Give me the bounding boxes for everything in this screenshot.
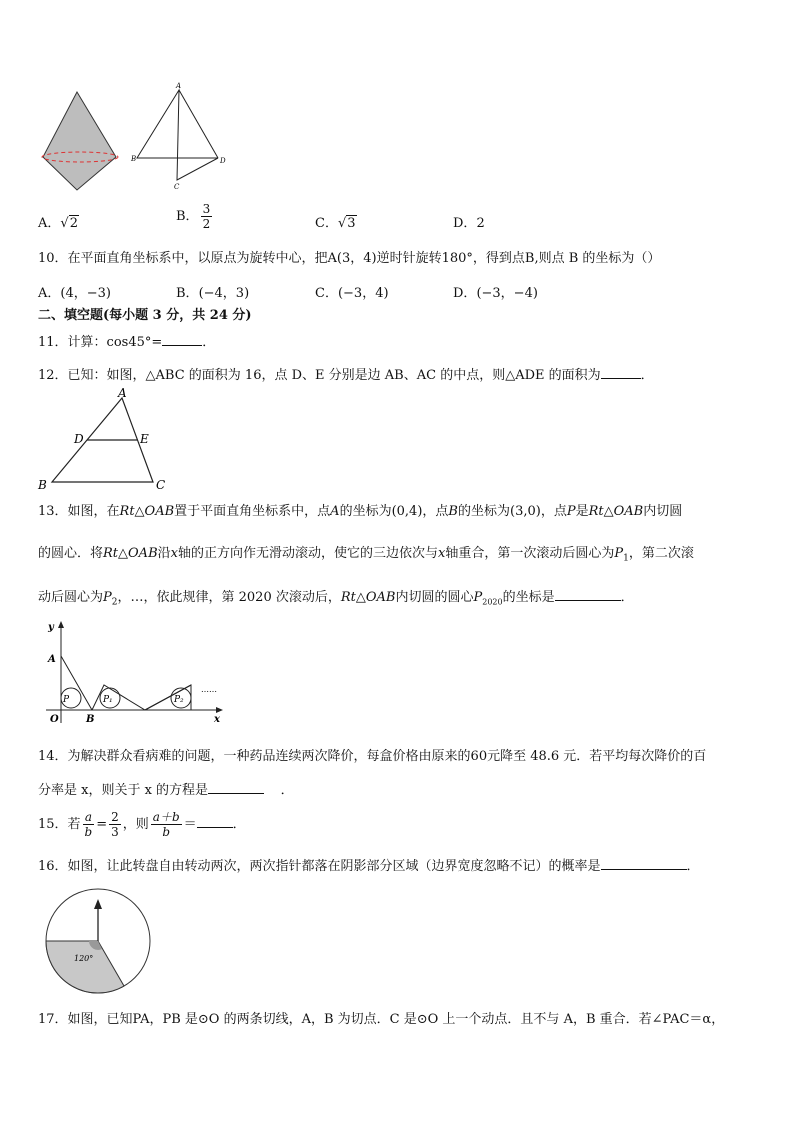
q10-option-b: B．(−4，3) xyxy=(176,286,250,301)
q9-edge-ad xyxy=(179,90,218,158)
fig-label-a: A xyxy=(48,654,56,665)
q10-option-d: D．(−3，−4) xyxy=(453,286,538,301)
q16: 16．如图，让此转盘自由转动两次，两次指针都落在阴影部分区域（边界宽度忽略不记）的概率是 ． xyxy=(38,856,700,876)
q12-label-b: B xyxy=(38,478,47,492)
answer-blank xyxy=(555,587,621,601)
fraction: $\frac{a+b}{b}$ xyxy=(152,810,180,839)
sqrt-symbol: √3 xyxy=(337,216,356,231)
q9-label-c: C xyxy=(174,183,180,191)
q13-line2: 的圆心．将Rt△OAB沿x轴的正方向作无滑动滚动，使它的三边依次与x轴重合，第一次滚动后圆心为$P_1$，第二次滚 xyxy=(38,546,694,564)
fig-dots: …… xyxy=(201,685,217,694)
q13-line3: 动后圆心为$P_2$，…，依此规律，第 2020 次滚动后，Rt△OAB内切圆的圆心$P_{2020}$的坐标是 ． xyxy=(38,587,634,612)
fig-label-y: y xyxy=(48,622,54,633)
answer-blank xyxy=(601,856,687,870)
fig-label-o: O xyxy=(50,714,59,725)
q12: 12．已知：如图，△ABC 的面积为 16，点 D、E 分别是边 AB、AC 的中点，则△ADE 的面积为 ． xyxy=(38,365,654,385)
q13-figure xyxy=(38,618,228,728)
q9-option-c: C．√3 xyxy=(315,216,356,231)
q13-line1: 13．如图，在Rt△OAB置于平面直角坐标系中，点A的坐标为(0,4)，点B的坐标为(3,0)，点P是Rt△OAB内切圆 xyxy=(38,504,683,519)
section-title: 二、填空题(每小题 3 分，共 24 分) xyxy=(38,308,252,323)
q12-label-a: A xyxy=(118,386,127,400)
fig-label-x: x xyxy=(214,714,220,725)
q9-tetra-outline xyxy=(137,90,218,180)
q9-option-b: B． $\frac{3}{2}$ xyxy=(176,202,211,231)
fig-label-p2: P₂ xyxy=(174,695,184,705)
q9-rhombus-shaded xyxy=(43,92,116,190)
answer-blank xyxy=(208,780,264,794)
q12-label-e: E xyxy=(140,432,149,446)
q14-line2: 分率是 x，则关于 x 的方程是 ． xyxy=(38,780,294,800)
q11: 11．计算：cos45°= ． xyxy=(38,332,215,352)
y-axis-arrow-icon xyxy=(58,621,64,628)
fraction: $\frac{a}{b}$ xyxy=(84,810,93,839)
q16-spinner xyxy=(40,885,156,997)
q12-figure xyxy=(36,386,176,494)
q9-label-d: D xyxy=(220,157,226,165)
q9-label-b: B xyxy=(131,155,137,163)
q14-line1: 14．为解决群众看病难的问题，一种药品连续两次降价，每盒价格由原来的60元降至 48.6 元．若平均每次降价的百 xyxy=(38,749,707,764)
answer-blank xyxy=(601,365,641,379)
q9-option-d: D．2 xyxy=(453,216,485,231)
fraction: $\frac{2}{3}$ xyxy=(111,810,119,839)
q10-stem: 10．在平面直角坐标系中，以原点为旋转中心，把A(3，4)逆时针旋转180°，得到点B,则点 B 的坐标为（） xyxy=(38,251,661,266)
q9-figures xyxy=(36,78,241,196)
x-axis-arrow-icon xyxy=(216,707,223,713)
answer-blank xyxy=(162,332,202,346)
q10-option-c: C．(−3，4) xyxy=(315,286,389,301)
fig-label-p: P xyxy=(63,695,70,705)
q12-label-c: C xyxy=(156,478,166,492)
sqrt-symbol: √2 xyxy=(60,216,78,231)
fig-label-b: B xyxy=(86,714,95,725)
answer-blank xyxy=(197,814,233,828)
q17: 17．如图，已知PA，PB 是⊙O 的两条切线，A，B 为切点．C 是⊙O 上一个动点．且不与 A，B 重合．若∠PAC＝α， xyxy=(38,1012,725,1027)
q12-label-d: D xyxy=(74,432,84,446)
angle-label: 120° xyxy=(74,954,94,963)
fig-label-p1: P₁ xyxy=(103,695,113,705)
q9-label-a: A xyxy=(176,82,182,90)
q15: 15．若 $\frac{a}{b}$ = $\frac{2}{3}$ ，则 $\frac{a+b}{b}$ ＝ ． xyxy=(38,810,246,839)
q9-option-a: A．√2 xyxy=(38,216,78,231)
fraction: $\frac{3}{2}$ xyxy=(202,202,211,231)
q10-option-a: A．(4，−3) xyxy=(38,286,111,301)
